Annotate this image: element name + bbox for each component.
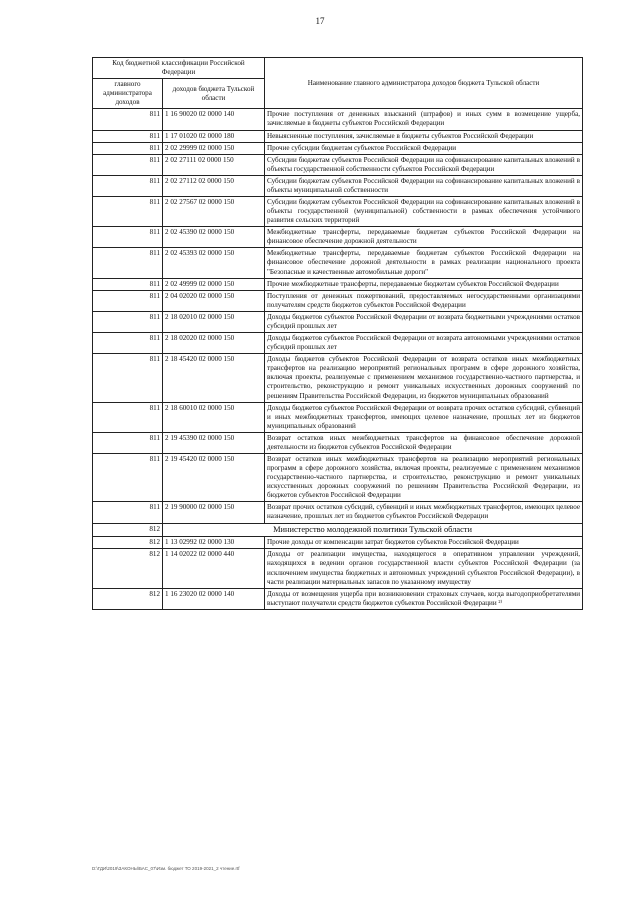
admin-code-cell: 811	[93, 402, 163, 432]
revenue-code-cell: 1 16 23020 02 0000 140	[163, 588, 265, 609]
section-row	[93, 523, 583, 537]
revenue-name-cell: Субсидии бюджетам субъектов Российской Федерации на софинансирование капитальных вложений в объекты государственной собственности субъектов Российской Федерации	[265, 154, 583, 175]
revenue-code-cell: 2 02 45393 02 0000 150	[163, 248, 265, 278]
table-row	[93, 248, 583, 278]
table-row	[93, 290, 583, 311]
table-row	[93, 354, 583, 402]
admin-code-cell: 811	[93, 130, 163, 142]
revenue-code-cell: 1 13 02992 02 0000 130	[163, 537, 265, 549]
table-row	[93, 537, 583, 549]
revenue-name-cell: Межбюджетные трансферты, передаваемые бюджетам субъектов Российской Федерации на финансовое обеспечение дорожной деятельности в рамках реализации национального проекта "Безопасные и качественные автомобильные дороги"	[265, 248, 583, 278]
table-row	[93, 142, 583, 154]
admin-code-cell: 812	[93, 549, 163, 588]
table-row	[93, 227, 583, 248]
revenue-name-cell: Доходы бюджетов субъектов Российской Федерации от возврата бюджетными учреждениями остатков субсидий прошлых лет	[265, 311, 583, 332]
table-row	[93, 278, 583, 290]
admin-code-cell: 811	[93, 290, 163, 311]
admin-code-cell: 812	[93, 537, 163, 549]
admin-code-cell: 811	[93, 311, 163, 332]
revenue-name-cell: Доходы бюджетов субъектов Российской Федерации от возврата остатков иных межбюджетных трансфертов на реализацию мероприятий региональных программ в сфере дорожного хозяйства, включая проекты, реализуемые с применением механизмов государственно-частного партнерства, и строительство, реконструкцию и ремонт уникальных искусственных дорожных сооружений по решениям Правительства Российской Федерации, из бюджетов муниципальных образований	[265, 354, 583, 402]
revenue-name-cell: Поступления от денежных пожертвований, предоставляемых негосударственными организациями получателям средств бюджетов субъектов Российской Федерации	[265, 290, 583, 311]
section-admin-code: 812	[93, 523, 163, 537]
revenue-name-cell: Возврат остатков иных межбюджетных трансфертов на финансовое обеспечение дорожной деятельности из бюджетов субъектов Российской Федерации	[265, 432, 583, 453]
revenue-name-cell: Доходы бюджетов субъектов Российской Федерации от возврата автономными учреждениями остатков субсидий прошлых лет	[265, 333, 583, 354]
admin-code-cell: 811	[93, 278, 163, 290]
revenue-name-cell: Возврат прочих остатков субсидий, субвенций и иных межбюджетных трансфертов, имеющих целевое назначение, прошлых лет из бюджетов субъектов Российской Федерации	[265, 502, 583, 523]
table-row	[93, 588, 583, 609]
table-row	[93, 402, 583, 432]
admin-code-cell: 811	[93, 333, 163, 354]
page-number: 17	[315, 16, 325, 26]
table-row	[93, 154, 583, 175]
section-title: Министерство молодежной политики Тульской области	[163, 523, 583, 537]
revenue-name-cell: Прочие субсидии бюджетам субъектов Российской Федерации	[265, 142, 583, 154]
table-row	[93, 109, 583, 130]
revenue-name-cell: Доходы от реализации имущества, находящегося в оперативном управлении учреждений, находящихся в ведении органов государственной власти субъектов Российской Федерации (за исключением имущества бюджетных и автономных учреждений субъектов Российской Федерации), в части реализации материальных запасов по указанному имуществу	[265, 549, 583, 588]
revenue-code-cell: 1 16 90020 02 0000 140	[163, 109, 265, 130]
revenue-code-cell: 2 04 02020 02 0000 150	[163, 290, 265, 311]
table-row	[93, 432, 583, 453]
revenue-code-cell: 1 17 01020 02 0000 180	[163, 130, 265, 142]
admin-code-cell: 811	[93, 142, 163, 154]
admin-code-cell: 811	[93, 354, 163, 402]
table-row	[93, 130, 583, 142]
table-row	[93, 549, 583, 588]
table-row	[93, 311, 583, 332]
table-row	[93, 502, 583, 523]
revenue-code-cell: 2 02 27112 02 0000 150	[163, 175, 265, 196]
table-body-811	[93, 109, 583, 523]
admin-code-cell: 811	[93, 109, 163, 130]
table-row	[93, 197, 583, 227]
revenue-name-cell: Возврат остатков иных межбюджетных трансфертов на реализацию мероприятий региональных программ в сфере дорожного хозяйства, включая проекты, реализуемые с применением механизмов государственно-частного партнерства, и строительство, реконструкцию и ремонт уникальных искусственных дорожных сооружений по решениям Правительства Российской Федерации, из бюджетов субъектов Российской Федерации	[265, 453, 583, 501]
admin-code-cell: 811	[93, 432, 163, 453]
revenue-admin-table	[92, 57, 583, 610]
table-row	[93, 175, 583, 196]
revenue-name-cell: Прочие доходы от компенсации затрат бюджетов субъектов Российской Федерации	[265, 537, 583, 549]
revenue-code-cell: 2 18 02020 02 0000 150	[163, 333, 265, 354]
revenue-code-cell: 2 02 29999 02 0000 150	[163, 142, 265, 154]
revenue-name-cell: Доходы бюджетов субъектов Российской Федерации от возврата прочих остатков субсидий, субвенций и иных межбюджетных трансфертов, имеющих целевое назначение, прошлых лет из бюджетов муниципальных образований	[265, 402, 583, 432]
revenue-name-cell: Субсидии бюджетам субъектов Российской Федерации на софинансирование капитальных вложений в объекты муниципальной собственности	[265, 175, 583, 196]
admin-code-cell: 811	[93, 154, 163, 175]
header-name: Наименование главного администратора доходов бюджета Тульской области	[265, 58, 583, 109]
revenue-code-cell: 2 02 27111 02 0000 150	[163, 154, 265, 175]
admin-code-cell: 811	[93, 453, 163, 501]
revenue-code-cell: 2 18 60010 02 0000 150	[163, 402, 265, 432]
revenue-name-cell: Невыясненные поступления, зачисляемые в бюджеты субъектов Российской Федерации	[265, 130, 583, 142]
header-admin-code: главного администратора доходов	[93, 79, 163, 109]
revenue-code-cell: 2 18 02010 02 0000 150	[163, 311, 265, 332]
admin-code-cell: 812	[93, 588, 163, 609]
revenue-code-cell: 2 02 49999 02 0000 150	[163, 278, 265, 290]
revenue-code-cell: 2 18 45420 02 0000 150	[163, 354, 265, 402]
revenue-name-cell: Прочие поступления от денежных взысканий (штрафов) и иных сумм в возмещение ущерба, зачисляемые в бюджеты субъектов Российской Федерации	[265, 109, 583, 130]
revenue-code-cell: 2 02 27567 02 0000 150	[163, 197, 265, 227]
table-row	[93, 453, 583, 501]
header-revenue-code: доходов бюджета Тульской области	[163, 79, 265, 109]
revenue-name-cell: Межбюджетные трансферты, передаваемые бюджетам субъектов Российской Федерации на финансовое обеспечение дорожной деятельности	[265, 227, 583, 248]
table-row	[93, 333, 583, 354]
header-classification: Код бюджетной классификации Российской Федерации	[93, 58, 265, 79]
admin-code-cell: 811	[93, 502, 163, 523]
revenue-code-cell: 2 19 45390 02 0000 150	[163, 432, 265, 453]
revenue-name-cell: Прочие межбюджетные трансферты, передаваемые бюджетам субъектов Российской Федерации	[265, 278, 583, 290]
admin-code-cell: 811	[93, 197, 163, 227]
revenue-name-cell: Доходы от возмещения ущерба при возникновении страховых случаев, когда выгодоприобретателями выступают получатели средств бюджетов субъектов Российской Федерации ²⁾	[265, 588, 583, 609]
admin-code-cell: 811	[93, 227, 163, 248]
admin-code-cell: 811	[93, 248, 163, 278]
revenue-code-cell: 1 14 02022 02 0000 440	[163, 549, 265, 588]
revenue-code-cell: 2 19 90000 02 0000 150	[163, 502, 265, 523]
admin-code-cell: 811	[93, 175, 163, 196]
revenue-name-cell: Субсидии бюджетам субъектов Российской Федерации на софинансирование капитальных вложений в объекты государственной (муниципальной) собственности в рамках обеспечения устойчивого развития сельских территорий	[265, 197, 583, 227]
table-body-812	[93, 537, 583, 610]
file-path-footer: D:\ГДИ\2019\ЗАКОНЫ\БАС_07\Изм. бюджет ТО 2019-2021_2 чтение.rtf	[92, 866, 240, 871]
revenue-code-cell: 2 02 45390 02 0000 150	[163, 227, 265, 248]
revenue-code-cell: 2 19 45420 02 0000 150	[163, 453, 265, 501]
